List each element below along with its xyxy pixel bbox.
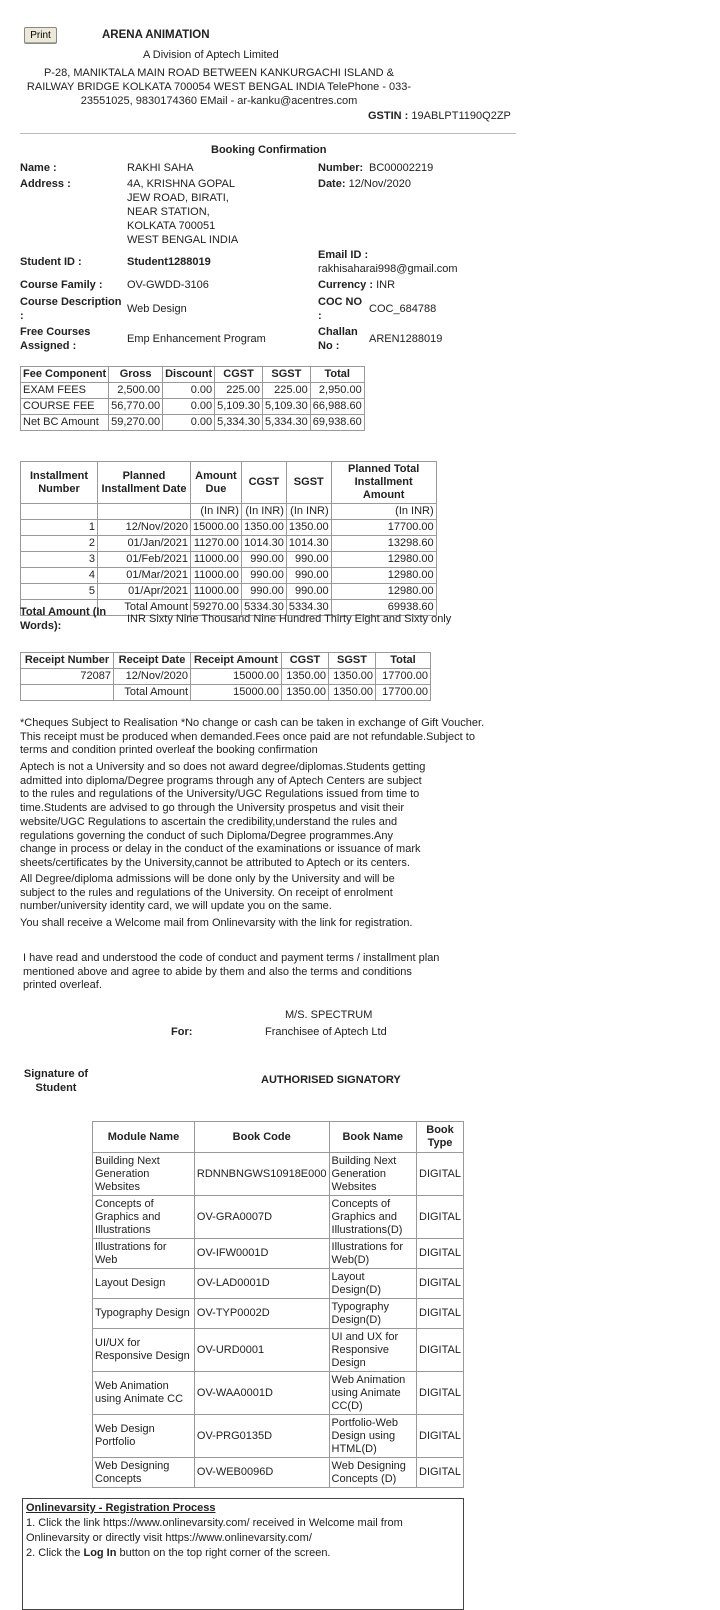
table-cell: 990.00 xyxy=(241,568,286,584)
fee-table xyxy=(20,366,365,431)
course-description-label xyxy=(20,295,121,323)
label-line: Signature of xyxy=(23,1068,89,1080)
table-header-row xyxy=(21,653,431,669)
table-cell: 5334.30 xyxy=(241,600,286,616)
table-cell xyxy=(21,685,114,701)
table-cell: 3 xyxy=(21,552,98,568)
table-cell: 0.00 xyxy=(163,415,215,431)
table-cell: OV-WAA0001D xyxy=(194,1372,329,1415)
column-header: Total xyxy=(310,367,364,383)
table-cell: 1014.30 xyxy=(241,536,286,552)
table-cell: 59,270.00 xyxy=(109,415,163,431)
table-cell: Web Design Portfolio xyxy=(93,1415,195,1458)
table-cell: OV-WEB0096D xyxy=(194,1458,329,1488)
table-cell: 1 xyxy=(21,520,98,536)
date-value: 12/Nov/2020 xyxy=(348,178,411,190)
table-row xyxy=(21,584,437,600)
email-label: Email ID : xyxy=(318,249,369,261)
table-cell: DIGITAL xyxy=(417,1239,464,1269)
table-cell: 11000.00 xyxy=(191,568,242,584)
table-cell: 66,988.60 xyxy=(310,399,364,415)
table-cell: UI and UX for Responsive Design xyxy=(329,1329,416,1372)
column-header: SGST xyxy=(329,653,376,669)
column-header: Fee Component xyxy=(21,367,109,383)
column-header: SGST xyxy=(262,367,310,383)
column-header: Module Name xyxy=(93,1122,195,1153)
label-line: : xyxy=(318,310,322,322)
table-row xyxy=(21,399,365,415)
table-cell: (In INR) xyxy=(286,504,331,520)
currency-label: Currency : xyxy=(318,279,374,291)
registration-title: Onlinevarsity - Registration Process xyxy=(26,1502,216,1514)
table-cell: DIGITAL xyxy=(417,1458,464,1488)
disclaimer-paragraph: Aptech is not a University and so does not award degree/diplomas.Students getting admitted into diploma/Degree programs through any of Aptech Centers are subject to the rules and regulations of the University/UGC Regulations issued from time to time.Students are advised to go through the University prospetus and visit their website/UGC Regulations to ascertain the credibility,understand the rules and regulations governing the conduct of such Diploma/Degree programmes.Any change in process or delay in the conduct of the examinations or issuance of mark sheets/certificates by the University,cannot be attributed to Aptech or its centers. xyxy=(20,761,426,869)
table-cell: 56,770.00 xyxy=(109,399,163,415)
table-cell: Typography Design xyxy=(93,1299,195,1329)
books-table xyxy=(92,1121,464,1488)
table-row xyxy=(93,1299,464,1329)
table-row xyxy=(21,415,365,431)
table-cell: DIGITAL xyxy=(417,1372,464,1415)
spectrum-name: M/S. SPECTRUM xyxy=(285,1009,373,1021)
column-header: Planned Total Installment Amount xyxy=(331,462,436,504)
table-cell: OV-GRA0007D xyxy=(194,1196,329,1239)
table-cell: 1014.30 xyxy=(286,536,331,552)
table-cell: 17700.00 xyxy=(331,520,436,536)
table-cell: Illustrations for Web(D) xyxy=(329,1239,416,1269)
print-button[interactable]: Print xyxy=(24,27,57,44)
table-cell: 2,950.00 xyxy=(310,383,364,399)
for-label: For: xyxy=(171,1026,193,1038)
table-cell: 69938.60 xyxy=(331,600,436,616)
challan-value: AREN1288019 xyxy=(369,333,443,345)
currency-value: INR xyxy=(376,279,396,291)
table-cell xyxy=(98,504,191,520)
table-header-row xyxy=(21,367,365,383)
franchisee-text: Franchisee of Aptech Ltd xyxy=(265,1026,387,1038)
table-cell: Net BC Amount xyxy=(21,415,109,431)
company-division: A Division of Aptech Limited xyxy=(143,49,279,61)
table-cell: 225.00 xyxy=(215,383,263,399)
table-cell: Total Amount xyxy=(98,600,191,616)
label-line: Course Description xyxy=(20,296,122,308)
total-words-value: INR Sixty Nine Thousand Nine Hundred Thirty Eight and Sixty only xyxy=(127,613,452,625)
table-cell: Concepts of Graphics and Illustrations(D) xyxy=(329,1196,416,1239)
table-cell: 990.00 xyxy=(241,584,286,600)
welcome-mail-paragraph: You shall receive a Welcome mail from Onlinevarsity with the link for registration. xyxy=(20,917,413,929)
address-line: 23551025, 9830174360 EMail - ar-kanku@acentres.com xyxy=(80,95,358,107)
total-words-label xyxy=(20,605,106,633)
agreement-paragraph: I have read and understood the code of conduct and payment terms / installment plan mentioned above and agree to abide by them and also the terms and conditions printed overleaf. xyxy=(23,952,440,992)
table-cell: Layout Design xyxy=(93,1269,195,1299)
table-cell: Web Designing Concepts (D) xyxy=(329,1458,416,1488)
table-cell: Illustrations for Web xyxy=(93,1239,195,1269)
table-cell: Total Amount xyxy=(114,685,191,701)
table-cell: 12980.00 xyxy=(331,584,436,600)
booking-title: Booking Confirmation xyxy=(211,144,327,156)
label-line: : xyxy=(20,310,24,322)
table-cell: 1350.00 xyxy=(282,685,329,701)
label-line: Student xyxy=(35,1082,77,1094)
gstin-value: 19ABLPT1190Q2ZP xyxy=(411,110,511,122)
table-cell: 15000.00 xyxy=(191,669,282,685)
table-row xyxy=(93,1329,464,1372)
registration-box xyxy=(22,1498,464,1610)
terms-paragraph: *Cheques Subject to Realisation *No change or cash can be taken in exchange of Gift Voucher. This receipt must be produced when demanded.Fees once paid are not refundable.Subject to terms and condition printed overleaf the booking confirmation xyxy=(20,717,485,757)
company-name: ARENA ANIMATION xyxy=(102,29,210,41)
table-header-row xyxy=(93,1122,464,1153)
table-cell: 225.00 xyxy=(262,383,310,399)
column-header: Discount xyxy=(163,367,215,383)
address-value xyxy=(127,177,238,247)
table-row xyxy=(21,552,437,568)
table-cell: 990.00 xyxy=(286,568,331,584)
table-cell: Portfolio-Web Design using HTML(D) xyxy=(329,1415,416,1458)
table-cell: Concepts of Graphics and Illustrations xyxy=(93,1196,195,1239)
address-value-line: KOLKATA 700051 xyxy=(127,220,216,232)
table-cell: RDNNBNGWS10918E000 xyxy=(194,1153,329,1196)
table-cell: 12980.00 xyxy=(331,568,436,584)
table-row xyxy=(93,1372,464,1415)
divider xyxy=(20,133,516,134)
table-cell: Layout Design(D) xyxy=(329,1269,416,1299)
admissions-paragraph: All Degree/diploma admissions will be done only by the University and will be subject to the rules and regulations of the University. On receipt of enrolment number/university identity card, we will update you on the same. xyxy=(20,873,395,913)
column-header: Installment Number xyxy=(21,462,98,504)
table-row xyxy=(21,568,437,584)
table-cell: DIGITAL xyxy=(417,1196,464,1239)
column-header: SGST xyxy=(286,462,331,504)
address-value-line: JEW ROAD, BIRATI, xyxy=(127,192,229,204)
table-cell: 69,938.60 xyxy=(310,415,364,431)
column-header: Receipt Amount xyxy=(191,653,282,669)
name-label: Name : xyxy=(20,162,57,174)
units-row xyxy=(21,504,437,520)
table-cell: 990.00 xyxy=(286,552,331,568)
table-cell: 59270.00 xyxy=(191,600,242,616)
table-cell: (In INR) xyxy=(191,504,242,520)
table-cell: Typography Design(D) xyxy=(329,1299,416,1329)
table-cell: 12/Nov/2020 xyxy=(114,669,191,685)
column-header: Planned Installment Date xyxy=(98,462,191,504)
label-line: Challan xyxy=(318,326,358,338)
table-cell: OV-LAD0001D xyxy=(194,1269,329,1299)
table-cell: 01/Feb/2021 xyxy=(98,552,191,568)
table-cell: 0.00 xyxy=(163,399,215,415)
date-label: Date: xyxy=(318,178,346,190)
address-value-line: NEAR STATION, xyxy=(127,206,210,218)
table-cell: 01/Apr/2021 xyxy=(98,584,191,600)
table-cell: 17700.00 xyxy=(376,669,431,685)
course-family-value: OV-GWDD-3106 xyxy=(127,279,209,291)
course-family-label: Course Family : xyxy=(20,279,103,291)
table-cell: 4 xyxy=(21,568,98,584)
registration-step-1: 1. Click the link https://www.onlinevarsity.com/ received in Welcome mail from Onlinevarsity or directly visit https://www.onlinevarsity.com/ xyxy=(26,1517,403,1544)
column-header: Amount Due xyxy=(191,462,242,504)
table-cell: Web Animation using Animate CC(D) xyxy=(329,1372,416,1415)
coc-value: COC_684788 xyxy=(369,303,437,315)
table-cell: 11000.00 xyxy=(191,584,242,600)
table-cell: Web Designing Concepts xyxy=(93,1458,195,1488)
table-row xyxy=(93,1269,464,1299)
table-cell: 12/Nov/2020 xyxy=(98,520,191,536)
table-row xyxy=(21,383,365,399)
column-header: Book Code xyxy=(194,1122,329,1153)
table-cell: UI/UX for Responsive Design xyxy=(93,1329,195,1372)
company-address xyxy=(20,66,418,108)
installment-table xyxy=(20,461,437,616)
number-value: BC00002219 xyxy=(369,162,434,174)
label-line: Free Courses xyxy=(20,326,91,338)
table-cell: DIGITAL xyxy=(417,1415,464,1458)
table-cell: 15000.00 xyxy=(191,685,282,701)
table-row xyxy=(21,536,437,552)
table-cell: COURSE FEE xyxy=(21,399,109,415)
table-cell: 5,109.30 xyxy=(215,399,263,415)
label-line: No : xyxy=(318,340,340,352)
table-cell: 17700.00 xyxy=(376,685,431,701)
student-id-value: Student1288019 xyxy=(127,256,211,268)
table-cell: DIGITAL xyxy=(417,1269,464,1299)
student-id-label: Student ID : xyxy=(20,256,82,268)
label-line: Total Amount (In xyxy=(20,606,107,618)
table-cell: DIGITAL xyxy=(417,1299,464,1329)
table-cell: OV-PRG0135D xyxy=(194,1415,329,1458)
table-cell: 2,500.00 xyxy=(109,383,163,399)
column-header: Total xyxy=(376,653,431,669)
table-cell: 13298.60 xyxy=(331,536,436,552)
number-label: Number: xyxy=(318,162,364,174)
table-cell: 15000.00 xyxy=(191,520,242,536)
currency xyxy=(318,278,395,292)
table-cell: DIGITAL xyxy=(417,1329,464,1372)
table-cell: (In INR) xyxy=(331,504,436,520)
table-cell: DIGITAL xyxy=(417,1153,464,1196)
table-cell: 11000.00 xyxy=(191,552,242,568)
registration-step-2: 2. Click the Log In button on the top right corner of the screen. xyxy=(26,1547,331,1559)
address-value-line: 4A, KRISHNA GOPAL xyxy=(127,178,236,190)
gstin-label: GSTIN : xyxy=(368,110,409,122)
table-cell: 5334.30 xyxy=(286,600,331,616)
table-row xyxy=(93,1239,464,1269)
date xyxy=(318,177,411,191)
table-cell: 1350.00 xyxy=(241,520,286,536)
address-line: RAILWAY BRIDGE KOLKATA 700054 WEST BENGAL INDIA TelePhone - 033- xyxy=(26,81,412,93)
column-header: CGST xyxy=(241,462,286,504)
column-header: Book Type xyxy=(417,1122,464,1153)
table-row xyxy=(93,1196,464,1239)
total-row xyxy=(21,685,431,701)
student-signature-label xyxy=(18,1067,94,1095)
challan-label xyxy=(318,325,358,353)
table-cell: 5,334.30 xyxy=(262,415,310,431)
table-cell: 5,334.30 xyxy=(215,415,263,431)
table-cell: 01/Jan/2021 xyxy=(98,536,191,552)
free-courses-label xyxy=(20,325,90,353)
table-cell: 72087 xyxy=(21,669,114,685)
column-header: CGST xyxy=(282,653,329,669)
course-description-value: Web Design xyxy=(127,303,187,315)
authorised-signatory-label: AUTHORISED SIGNATORY xyxy=(261,1074,401,1086)
label-line: COC NO xyxy=(318,296,362,308)
label-line: Words): xyxy=(20,620,62,632)
table-cell: 990.00 xyxy=(241,552,286,568)
address-value-line: WEST BENGAL INDIA xyxy=(127,234,239,246)
table-cell: 990.00 xyxy=(286,584,331,600)
email-value: rakhisaharai998@gmail.com xyxy=(318,263,458,275)
name-value: RAKHI SAHA xyxy=(127,162,194,174)
table-cell: 01/Mar/2021 xyxy=(98,568,191,584)
table-cell: 11270.00 xyxy=(191,536,242,552)
table-cell: 1350.00 xyxy=(329,685,376,701)
table-cell: 5,109.30 xyxy=(262,399,310,415)
label-line: Assigned : xyxy=(20,340,77,352)
table-cell: EXAM FEES xyxy=(21,383,109,399)
table-cell: 12980.00 xyxy=(331,552,436,568)
table-row xyxy=(93,1458,464,1488)
table-row xyxy=(21,669,431,685)
column-header: Receipt Number xyxy=(21,653,114,669)
table-cell: 1350.00 xyxy=(286,520,331,536)
table-row xyxy=(21,520,437,536)
table-cell: OV-URD0001 xyxy=(194,1329,329,1372)
table-header-row xyxy=(21,462,437,504)
table-cell: (In INR) xyxy=(241,504,286,520)
column-header: Book Name xyxy=(329,1122,416,1153)
table-cell: OV-IFW0001D xyxy=(194,1239,329,1269)
table-cell: Building Next Generation Websites xyxy=(329,1153,416,1196)
table-cell: 1350.00 xyxy=(329,669,376,685)
table-cell: Web Animation using Animate CC xyxy=(93,1372,195,1415)
address-line: P-28, MANIKTALA MAIN ROAD BETWEEN KANKURGACHI ISLAND & xyxy=(43,67,395,79)
table-cell: 0.00 xyxy=(163,383,215,399)
table-cell: 1350.00 xyxy=(282,669,329,685)
free-courses-value: Emp Enhancement Program xyxy=(127,333,266,345)
table-cell: 5 xyxy=(21,584,98,600)
table-cell xyxy=(21,504,98,520)
address-label: Address : xyxy=(20,178,71,190)
table-cell: 2 xyxy=(21,536,98,552)
table-row xyxy=(93,1415,464,1458)
table-cell: OV-TYP0002D xyxy=(194,1299,329,1329)
coc-label xyxy=(318,295,362,323)
receipt-table xyxy=(20,652,431,701)
column-header: Receipt Date xyxy=(114,653,191,669)
table-cell: Building Next Generation Websites xyxy=(93,1153,195,1196)
gstin xyxy=(368,110,511,122)
column-header: Gross xyxy=(109,367,163,383)
table-row xyxy=(93,1153,464,1196)
column-header: CGST xyxy=(215,367,263,383)
